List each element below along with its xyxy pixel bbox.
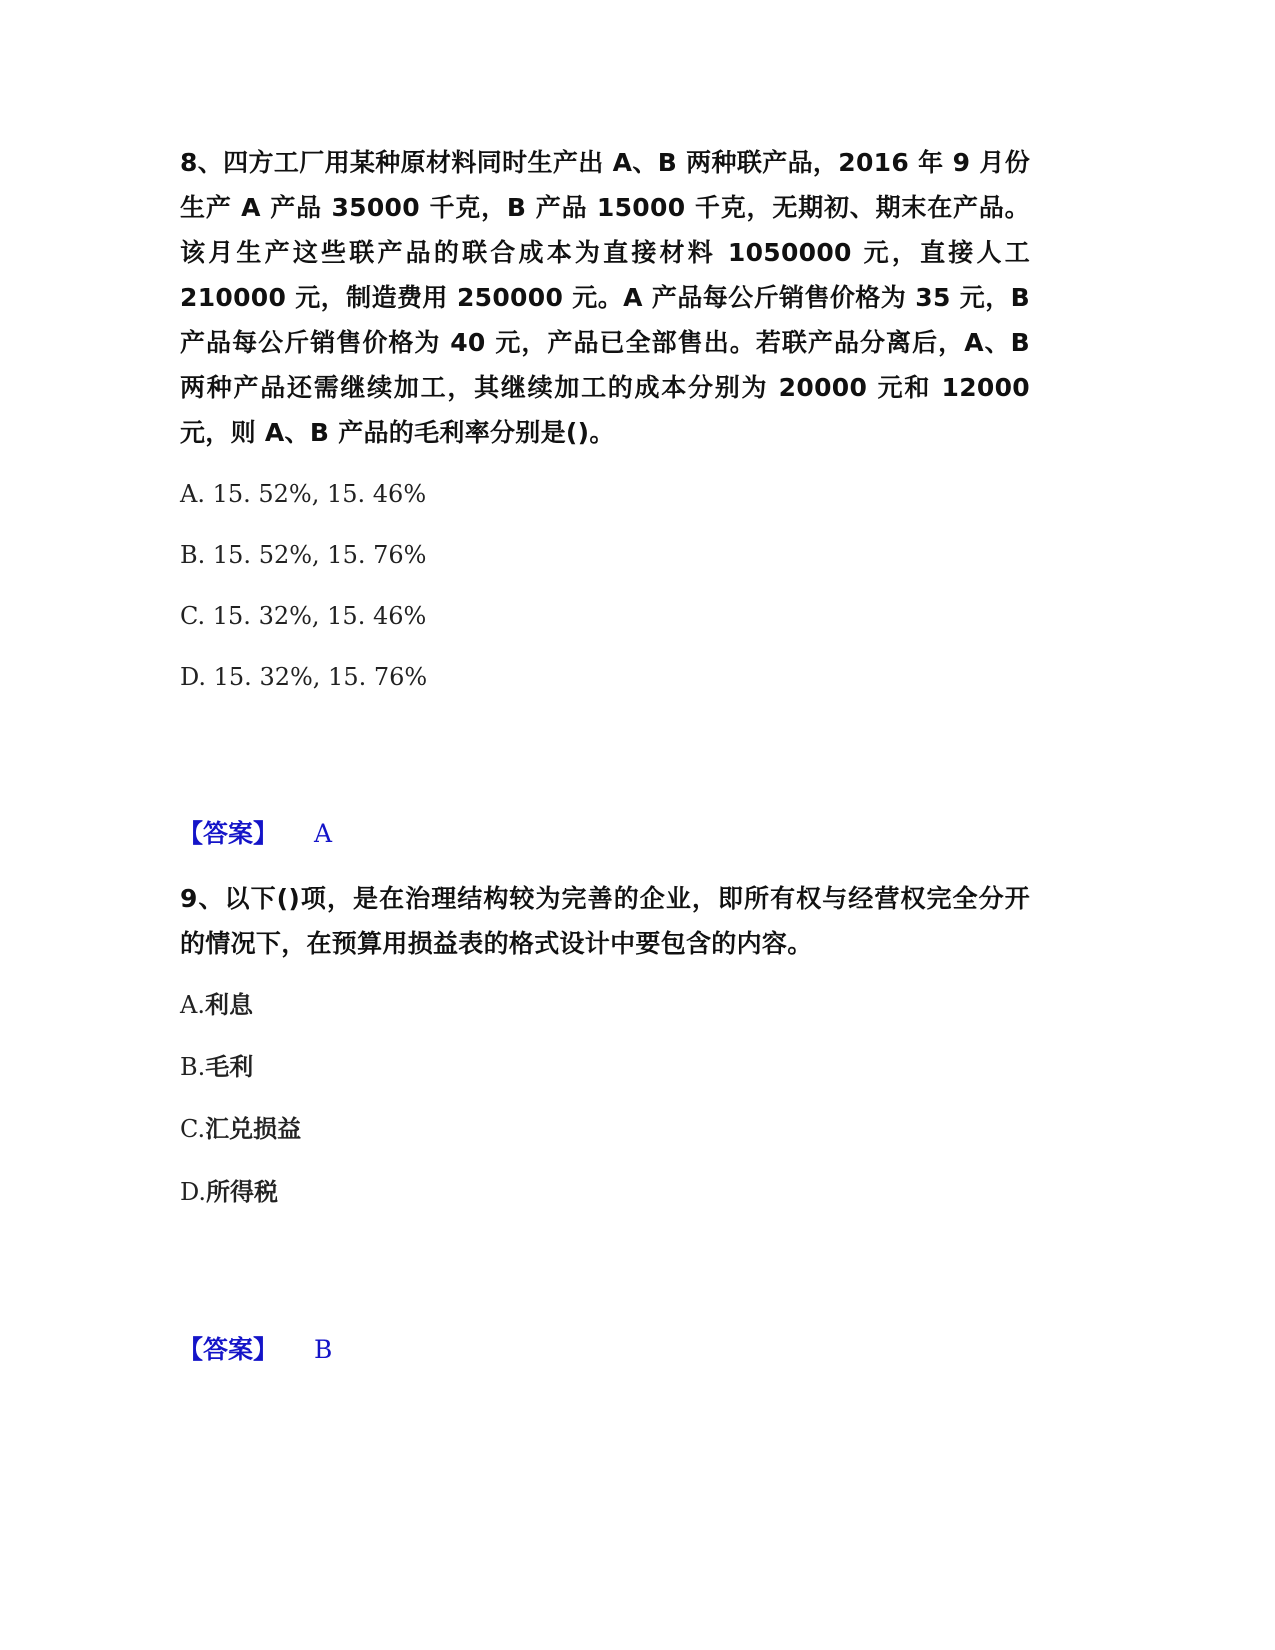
option-prefix: D.	[180, 1178, 207, 1206]
answer-label: 【答案】	[178, 819, 279, 848]
question-9-option-b	[180, 1051, 253, 1083]
question-8-option-b: B. 15. 52%, 15. 76%	[180, 541, 427, 569]
question-8-option-a: A. 15. 52%, 15. 46%	[180, 480, 427, 508]
option-text: 所得税	[206, 1178, 279, 1206]
answer-value: A	[314, 819, 333, 848]
option-text: 汇兑损益	[205, 1115, 302, 1143]
option-prefix: B.	[180, 1053, 206, 1081]
question-9-stem: 9、以下()项，是在治理结构较为完善的企业，即所有权与经营权完全分开的情况下，在预算用损益表的格式设计中要包含的内容。	[180, 884, 1030, 958]
option-text: 利息	[204, 991, 253, 1019]
question-9-option-a	[180, 989, 253, 1021]
question-8-option-c: C. 15. 32%, 15. 46%	[180, 602, 427, 630]
option-text: 毛利	[205, 1053, 254, 1081]
question-9-option-d	[180, 1176, 278, 1208]
option-prefix: A.	[180, 991, 205, 1019]
question-9-option-c	[180, 1113, 301, 1145]
question-8-option-d: D. 15. 32%, 15. 76%	[180, 663, 428, 691]
answer-value: B	[314, 1335, 333, 1364]
question-8-answer	[178, 818, 332, 850]
answer-label: 【答案】	[178, 1335, 279, 1364]
question-9-answer	[178, 1334, 332, 1366]
option-prefix: C.	[180, 1115, 206, 1143]
question-8-stem: 8、四方工厂用某种原材料同时生产出 A、B 两种联产品，2016 年 9 月份生产 A 产品 35000 千克，B 产品 15000 千克，无期初、期末在产品。该月生产这些联产品的联合成本为直接材料 1050000 元，直接人工 210000 元，制造费用 250000 元。A 产品每公斤销售价格为 35 元，B 产品每公斤销售价格为 40 元，产品已全部售出。若联产品分离后，A、B 两种产品还需继续加工，其继续加工的成本分别为 20000 元和 12000 元，则 A、B 产品的毛利率分别是()。	[180, 148, 1030, 447]
